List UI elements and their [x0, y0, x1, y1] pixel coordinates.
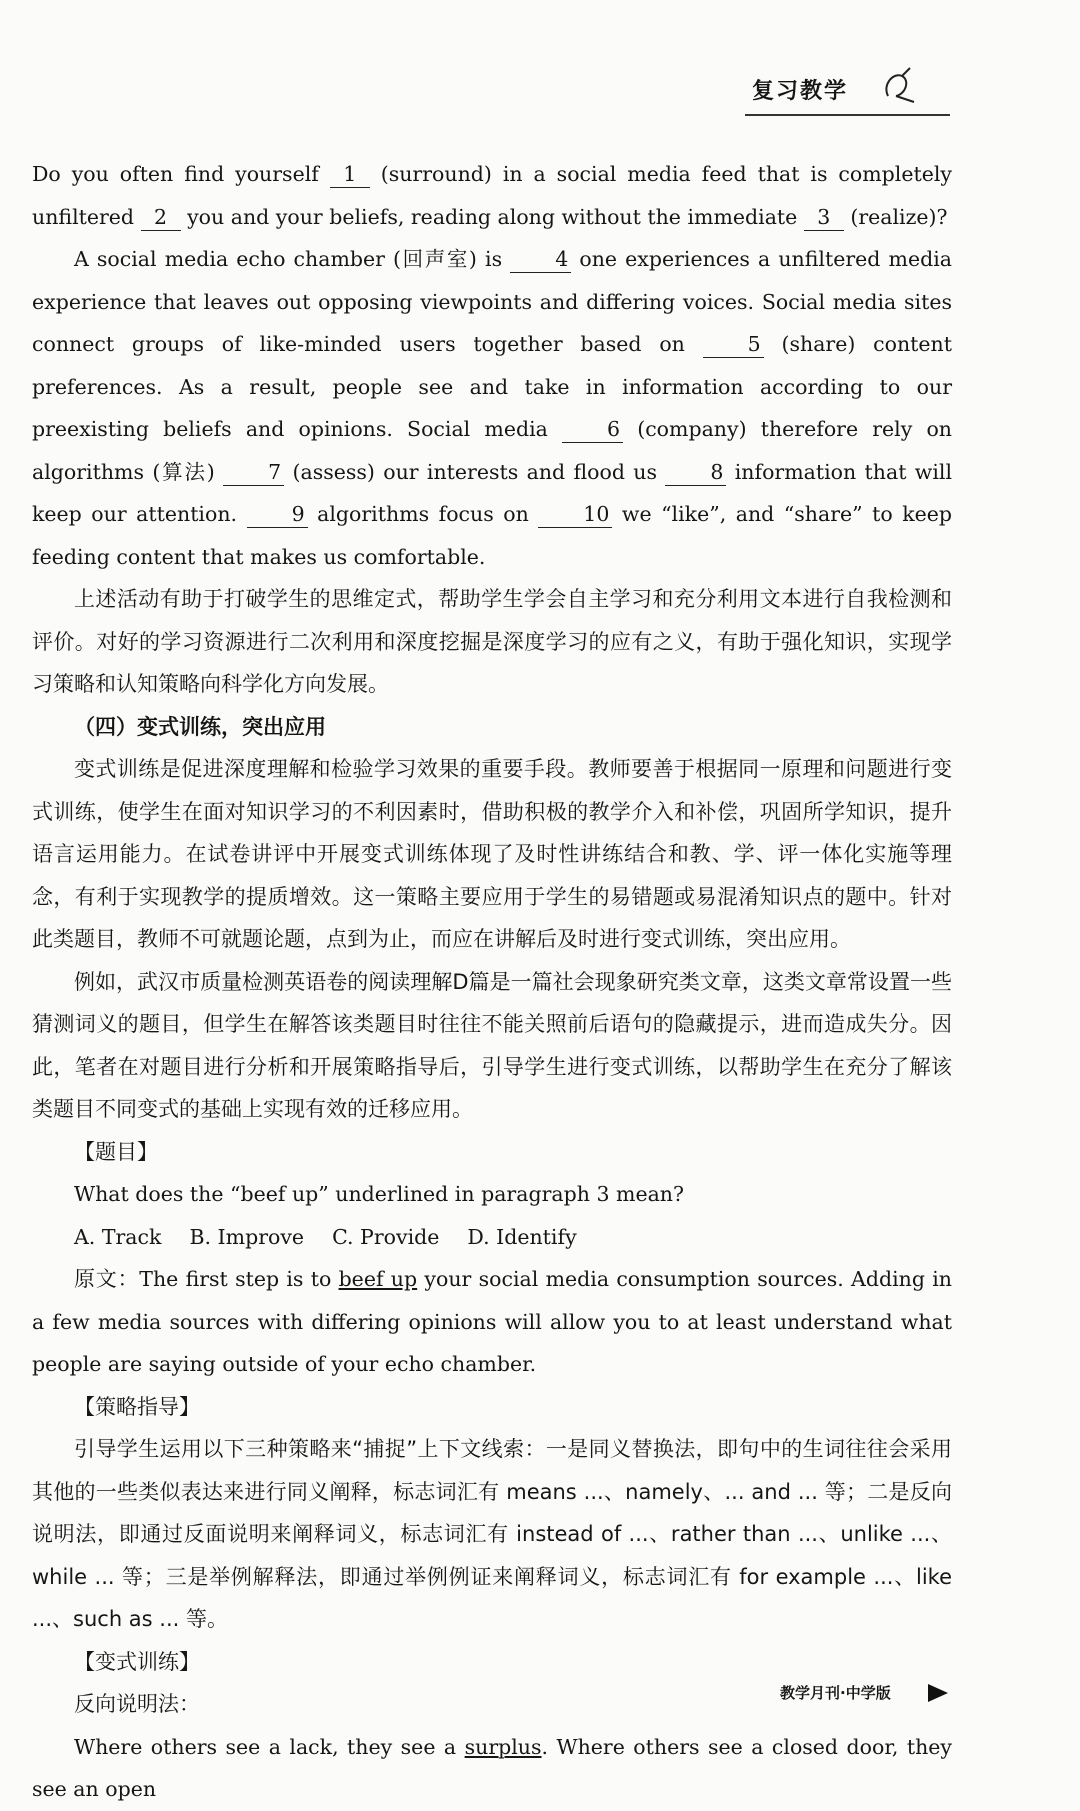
underlined-word: surplus	[464, 1734, 542, 1759]
blank-2: 2	[141, 204, 181, 231]
question-text: What does the “beef up” underlined in paragraph 3 mean?	[74, 1182, 684, 1206]
body-paragraph-2: 变式训练是促进深度理解和检验学习效果的重要手段。教师要善于根据同一原理和问题进行变式训练，使学生在面对知识学习的不利因素时，借助积极的教学介入和补偿，巩固所学知识，提升语言运用能力。在试卷讲评中开展变式训练体现了及时性讲练结合和教、学、评一体化实施等理念，有利于实现教学的提质增效。这一策略主要应用于学生的易错题或易混淆知识点的题中。针对此类题目，教师不可就题论题，点到为止，而应在讲解后及时进行变式训练，突出应用。	[32, 757, 952, 951]
blank-7: 7	[223, 459, 284, 486]
passage-text: (assess) our interests and flood us	[284, 459, 666, 484]
example-text: . Where others see a closed door, they see an open	[32, 1734, 952, 1801]
blank-1: 1	[330, 161, 370, 188]
header-rule	[745, 114, 950, 116]
passage-text: Do you often find yourself	[32, 162, 330, 186]
passage-text: information that will keep our attention.	[32, 459, 953, 526]
passage-paragraph-1	[32, 153, 952, 238]
blank-8: 8	[665, 459, 726, 486]
example-text: Where others see a lack, they see a	[74, 1734, 465, 1759]
running-header: 复习教学	[752, 78, 849, 104]
passage-text: algorithms focus on	[307, 502, 539, 526]
strategy-paragraph: 引导学生运用以下三种策略来“捕捉”上下文线索：一是同义替换法，即句中的生词往往会采用其他的一些类似表达来进行同义阐释，标志词汇有 means ...、namely、... and ... 等；二是反向说明法，即通过反面说明来阐释词义，标志词汇有 instead of ...、rather than ...、unlike ...、while ... 等；三是举例解释法，即通过举例例证来阐释词义，标志词汇有 for example ...、like ...、such as ... 等。	[32, 1437, 952, 1631]
passage-text: (surround) in a social media feed that is completely unfiltered	[32, 162, 952, 229]
original-text: your social media consumption sources. Adding in a few media sources with differing opinions will allow you to at least understand what people are saying outside of your echo chamber.	[32, 1267, 952, 1376]
section-heading: （四）变式训练，突出应用	[74, 714, 326, 739]
variant-example-paragraph	[32, 1726, 952, 1811]
variant-heading: 【变式训练】	[74, 1649, 200, 1674]
passage-text: one experiences a unfiltered media experience that leaves out opposing viewpoints and differing voices. Social media sites connect groups of like-minded users together based on	[32, 247, 952, 356]
blank-9: 9	[247, 501, 308, 528]
handwritten-mark-icon	[880, 66, 920, 106]
passage-text: A social media echo chamber (回声室) is	[74, 247, 511, 271]
blank-3: 3	[804, 204, 844, 231]
option-b: B. Improve	[189, 1224, 305, 1249]
blank-5: 5	[703, 331, 764, 358]
body-paragraph-1: 上述活动有助于打破学生的思维定式，帮助学生学会自主学习和充分利用文本进行自我检测和评价。对好的学习资源进行二次利用和深度挖掘是深度学习的应有之义，有助于强化知识，实现学习策略和认知策略向科学化方向发展。	[32, 587, 952, 696]
answer-options	[32, 1216, 952, 1259]
blank-6: 6	[562, 416, 623, 443]
passage-text: (realize)?	[843, 204, 948, 229]
blank-10: 10	[538, 501, 612, 528]
original-text-paragraph	[32, 1258, 952, 1386]
original-text: The first step is to	[139, 1267, 339, 1291]
variant-subheading: 反向说明法：	[74, 1692, 200, 1716]
passage-text: you and your beliefs, reading along without the immediate	[180, 204, 804, 229]
journal-footer: 教学月刊·中学版	[780, 1684, 891, 1702]
passage-text: we “like”, and “share” to keep feeding content that makes us comfortable.	[32, 502, 952, 569]
document-page	[32, 153, 952, 1811]
option-d: D. Identify	[467, 1224, 577, 1249]
underlined-phrase: beef up	[338, 1267, 418, 1291]
passage-paragraph-2	[32, 238, 952, 578]
option-c: C. Provide	[332, 1224, 440, 1249]
page-arrow-icon	[928, 1684, 948, 1702]
strategy-heading: 【策略指导】	[74, 1394, 200, 1419]
question-heading: 【题目】	[74, 1139, 158, 1164]
body-paragraph-3: 例如，武汉市质量检测英语卷的阅读理解D篇是一篇社会现象研究类文章，这类文章常设置一些猜测词义的题目，但学生在解答该类题目时往往不能关照前后语句的隐藏提示，进而造成失分。因此，笔者在对题目进行分析和开展策略指导后，引导学生进行变式训练，以帮助学生在充分了解该类题目不同变式的基础上实现有效的迁移应用。	[32, 969, 952, 1121]
option-a: A. Track	[74, 1224, 162, 1249]
original-label: 原文：	[74, 1267, 140, 1291]
passage-text: (company) therefore rely on algorithms (算法)	[32, 417, 953, 484]
blank-4: 4	[510, 246, 571, 273]
passage-text: (share) content preferences. As a result, people see and take in information according to our preexisting beliefs and opinions. Social media	[32, 332, 952, 441]
